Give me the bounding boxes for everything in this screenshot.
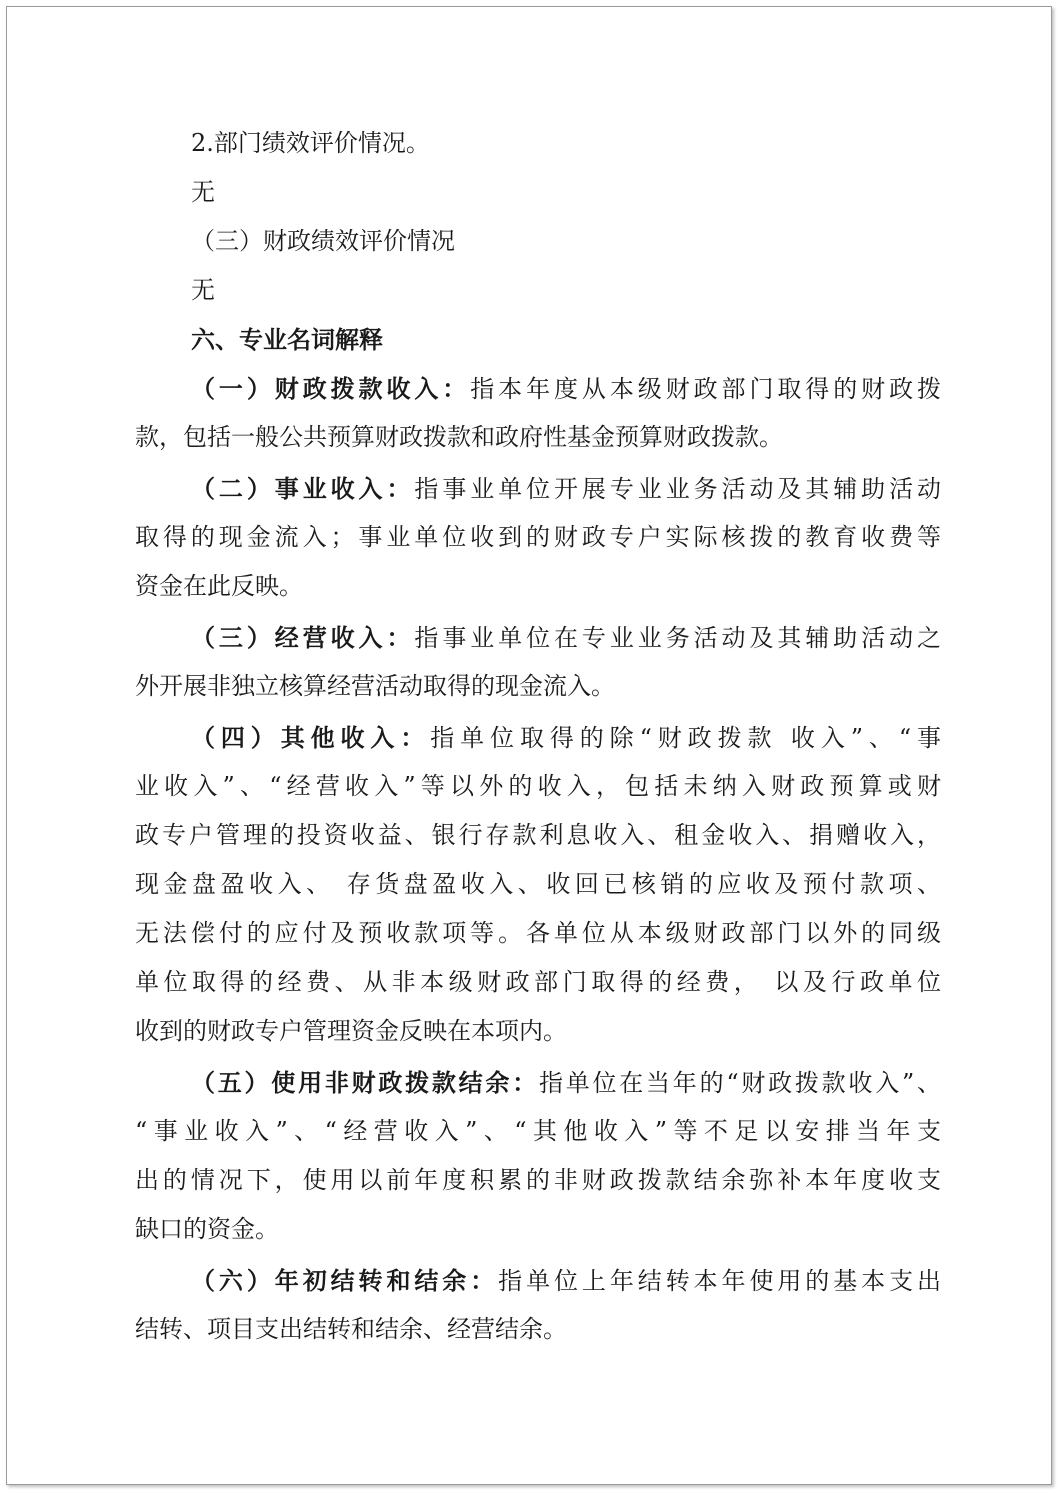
paragraph-line: 款，包括一般公共预算财政拨款和政府性基金预算财政拨款。 [135,423,783,451]
paragraph-line: 结转、项目支出结转和结余、经营结余。 [135,1315,567,1343]
paragraph-line: （一）财政拨款收入：指本年度从本级财政部门取得的财政拨 [191,374,941,403]
paragraph-other-income [135,713,941,1056]
paragraph-line: （四）其他收入：指单位取得的除“财政拨款 收入”、“事 [191,723,941,752]
term-label: （二）事业收入： [191,474,415,503]
paragraph-line: 单位取得的经费、从非本级财政部门取得的经费， 以及行政单位 [135,968,941,996]
term-label: （四）其他收入： [191,723,431,752]
paragraph-line: （五）使用非财政拨款结余：指单位在当年的“财政拨款收入”、 [191,1068,941,1097]
paragraph-line: 缺口的资金。 [135,1215,279,1243]
paragraph-line: 无法偿付的应付及预收款项等。各单位从本级财政部门以外的同级 [135,919,941,947]
paragraph-line: 收到的财政专户管理资金反映在本项内。 [135,1017,567,1045]
text-none: 无 [191,178,215,206]
document-body [135,119,941,1354]
page [6,6,1052,1485]
section-heading-dept-performance: 2.部门绩效评价情况。 [191,129,430,157]
paragraph-line: “事业收入”、“经营收入”、“其他收入”等不足以安排当年支 [135,1117,941,1145]
paragraph-fiscal-appropriation [135,364,941,462]
section-heading-terms: 六、专业名词解释 [191,325,383,354]
paragraph-line: 取得的现金流入；事业单位收到的财政专户实际核拨的教育收费等 [135,523,941,551]
paragraph-line: 现金盘盈收入、 存货盘盈收入、收回已核销的应收及预付款项、 [135,870,941,898]
text-none: 无 [191,276,215,304]
paragraph-business-income [135,464,941,611]
term-label: （五）使用非财政拨款结余： [191,1068,539,1097]
paragraph-line: 资金在此反映。 [135,572,303,600]
paragraph-carryover [135,1256,941,1354]
paragraph-line: 政专户管理的投资收益、银行存款利息收入、租金收入、捐赠收入， [135,821,941,849]
paragraph-non-fiscal-balance [135,1058,941,1254]
section-heading-fiscal-performance: （三）财政绩效评价情况 [191,227,455,255]
term-label: （一）财政拨款收入： [191,374,471,403]
paragraph-line: 业收入”、“经营收入”等以外的收入，包括未纳入财政预算或财 [135,772,941,800]
paragraph-line: （六）年初结转和结余：指单位上年结转本年使用的基本支出 [191,1266,941,1295]
paragraph-line: 外开展非独立核算经营活动取得的现金流入。 [135,672,615,700]
term-label: （三）经营收入： [191,623,415,652]
paragraph-line: （二）事业收入：指事业单位开展专业业务活动及其辅助活动 [191,474,941,503]
paragraph-operating-income [135,613,941,711]
paragraph-line: 出的情况下，使用以前年度积累的非财政拨款结余弥补本年度收支 [135,1166,941,1194]
paragraph-line: （三）经营收入：指事业单位在专业业务活动及其辅助活动之 [191,623,941,652]
term-label: （六）年初结转和结余： [191,1266,499,1295]
